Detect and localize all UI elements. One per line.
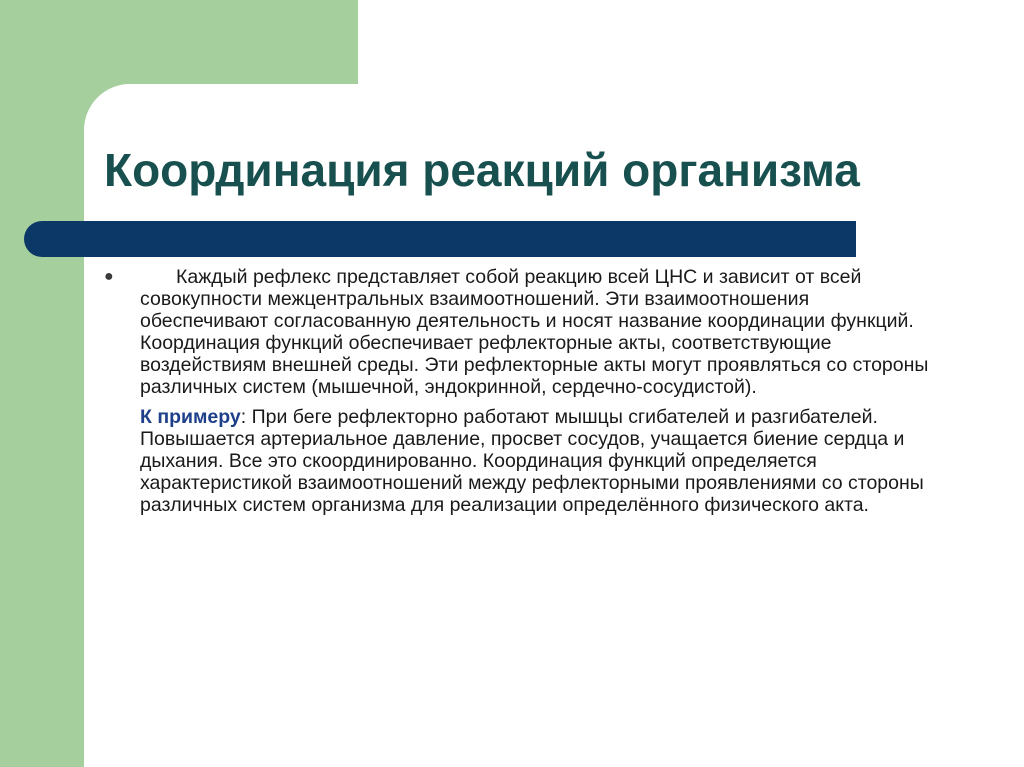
paragraph-example bbox=[140, 406, 940, 516]
paragraph-main: Каждый рефлекс представляет собой реакцию всей ЦНС и зависит от всей совокупности межцентральных взаимоотношений. Эти взаимоотношения обеспечивают согласованную деятельность и носят название координации функций. Координация функций обеспечивает рефлекторные акты, соответствующие воздействиям внешней среды. Эти рефлекторные акты могут проявляться со стороны различных систем (мышечной, эндокринной, сердечно-сосудистой). bbox=[140, 266, 929, 398]
slide-title: Координация реакций организма bbox=[104, 144, 860, 196]
example-text: : При беге рефлекторно работают мышцы сгибателей и разгибателей. Повышается артериальное давление, просвет сосудов, учащается биение сердца и дыхания. Все это скоординированно. Координация функций определяется характеристикой взаимоотношений между рефлекторными проявлениями со стороны различных систем организма для реализации определённого физического акта. bbox=[140, 406, 924, 516]
example-label: К примеру bbox=[140, 406, 241, 428]
bullet-icon: ● bbox=[104, 268, 114, 285]
title-underline-bar bbox=[24, 221, 856, 257]
slide-body bbox=[104, 266, 964, 524]
